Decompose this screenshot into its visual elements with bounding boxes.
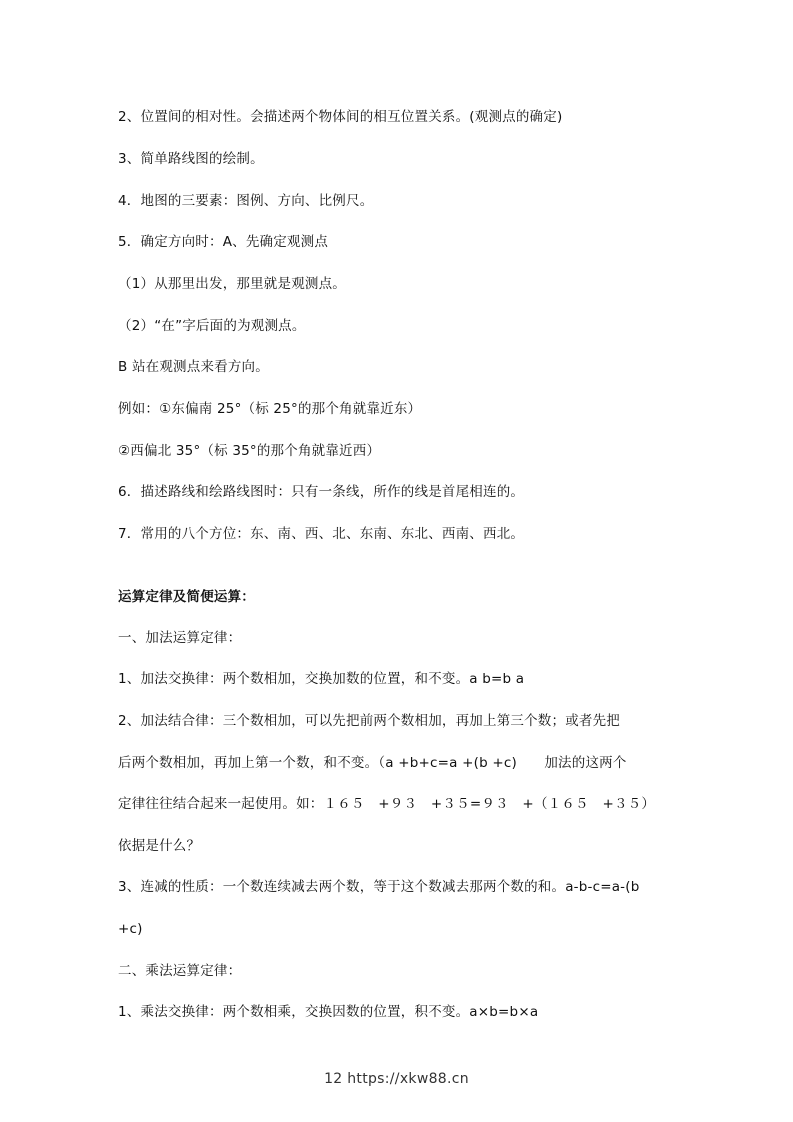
text-line-route-description: 6．描述路线和绘路线图时：只有一条线，所作的线是首尾相连的。 — [118, 484, 525, 500]
text-line-associative-addition-3: 定律往往结合起来一起使用。如：１６５ +９３ +３５=９３ +（１６５ +３５） — [118, 796, 656, 812]
text-line-associative-addition-2: 后两个数相加，再加上第一个数，和不变。（a +b+c=a +(b +c) 加法的这两个 — [118, 755, 627, 771]
text-line-commutative-multiplication: 1、乘法交换律：两个数相乘，交换因数的位置，积不变。a×b=b×a — [118, 1004, 539, 1020]
text-line-example-1: 例如：①东偏南 25°（标 25°的那个角就靠近东） — [118, 401, 422, 417]
page-footer: 12 https://xkw88.cn — [324, 1071, 469, 1087]
text-line-map-elements: 4．地图的三要素：图例、方向、比例尺。 — [118, 193, 374, 209]
text-line-view-direction: B 站在观测点来看方向。 — [118, 359, 269, 375]
text-line-consecutive-subtraction-1: 3、连减的性质：一个数连续减去两个数，等于这个数减去那两个数的和。a-b-c=a-(b — [118, 879, 640, 895]
text-line-observation-point-1: （1）从那里出发，那里就是观测点。 — [118, 276, 346, 292]
text-line-question: 依据是什么？ — [118, 838, 201, 854]
text-line-observation-point-2: （2）“在”字后面的为观测点。 — [118, 318, 306, 334]
text-line-consecutive-subtraction-2: +c) — [118, 921, 143, 937]
text-line-example-2: ②西偏北 35°（标 35°的那个角就靠近西） — [118, 443, 381, 459]
text-line-eight-directions: 7．常用的八个方位：东、南、西、北、东南、东北、西南、西北。 — [118, 526, 525, 542]
text-line-commutative-addition: 1、加法交换律：两个数相加，交换加数的位置，和不变。a b=b a — [118, 671, 525, 687]
text-line-relative-position: 2、位置间的相对性。会描述两个物体间的相互位置关系。(观测点的确定) — [118, 109, 563, 125]
text-line-addition-laws: 一、加法运算定律： — [118, 630, 242, 646]
section-title: 运算定律及简便运算： — [118, 589, 255, 605]
text-line-multiplication-laws: 二、乘法运算定律： — [118, 963, 242, 979]
text-line-route-drawing: 3、简单路线图的绘制。 — [118, 151, 264, 167]
text-line-associative-addition-1: 2、加法结合律：三个数相加，可以先把前两个数相加，再加上第三个数；或者先把 — [118, 713, 620, 729]
text-line-determine-direction: 5．确定方向时：A、先确定观测点 — [118, 234, 329, 250]
